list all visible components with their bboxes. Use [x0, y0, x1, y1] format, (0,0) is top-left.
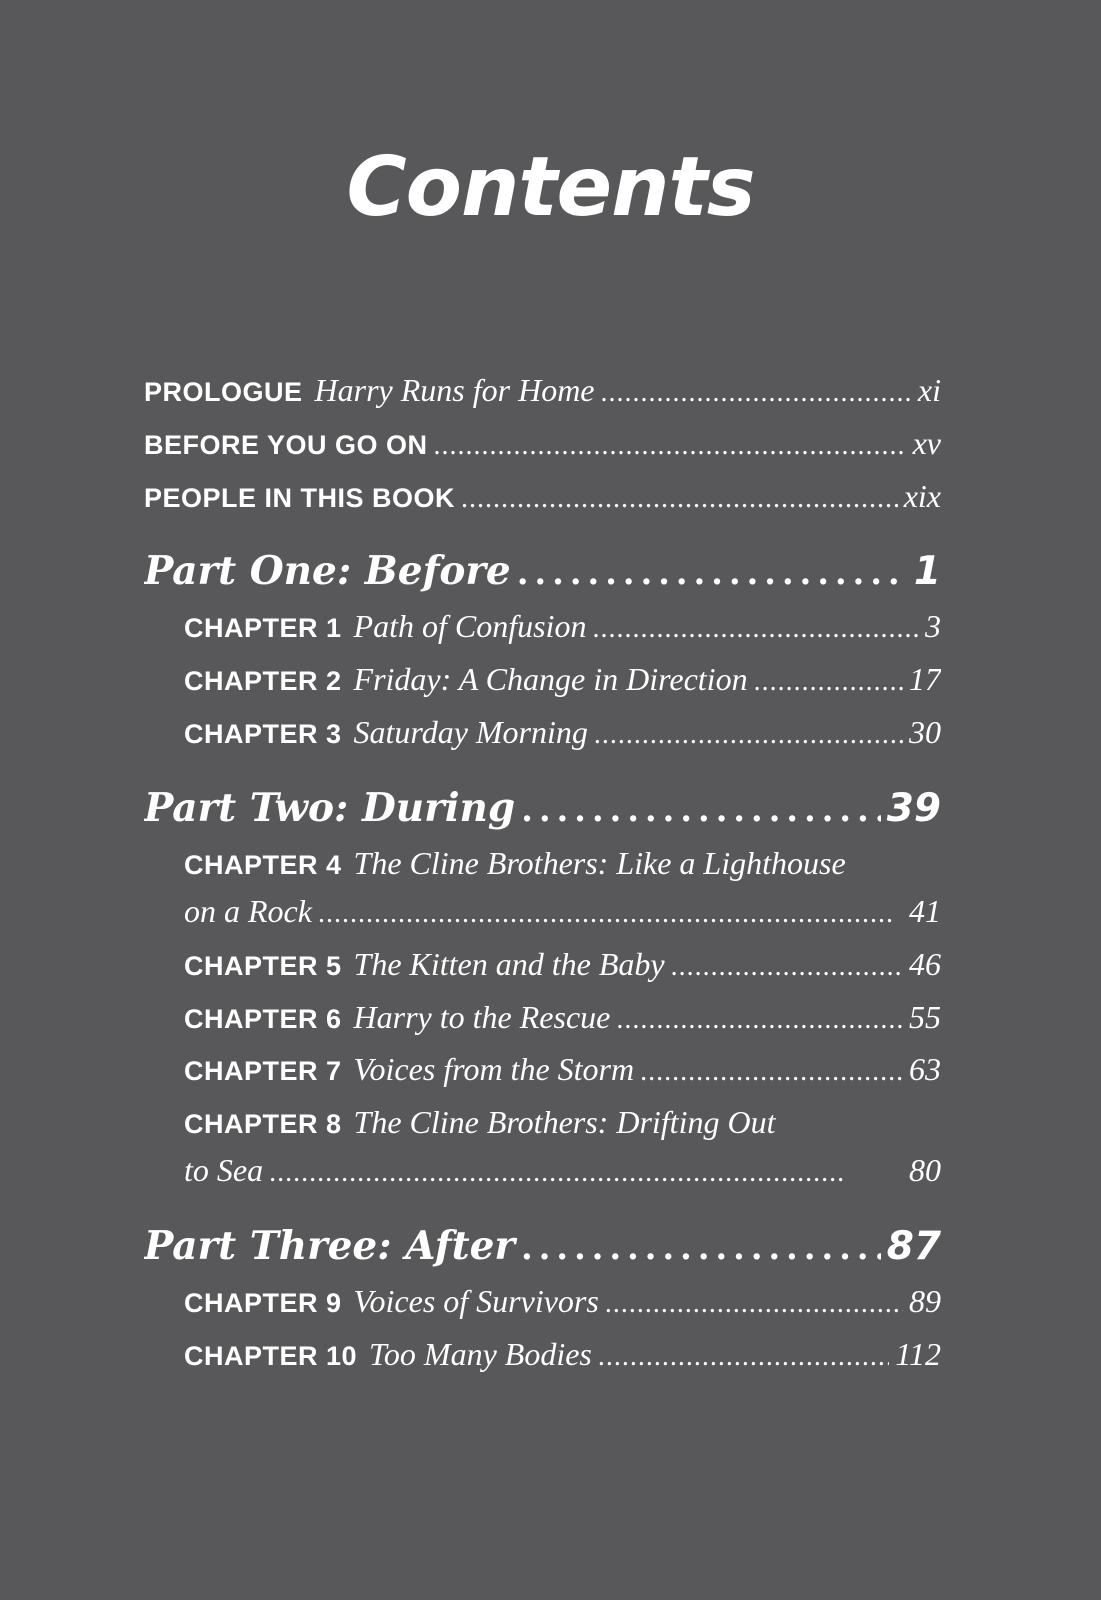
toc-chapter-8-continued[interactable]	[184, 1152, 941, 1189]
page-number: 63	[909, 1051, 941, 1087]
page-number: 112	[895, 1336, 941, 1372]
chapter-title: Saturday Morning	[353, 714, 588, 750]
dot-leader	[318, 898, 903, 930]
chapter-title: Too Many Bodies	[369, 1336, 592, 1372]
toc-chapter-4[interactable]	[184, 845, 941, 882]
toc-chapter-7[interactable]	[184, 1051, 941, 1088]
entry-label: PEOPLE IN THIS BOOK	[144, 483, 456, 513]
toc-chapter-1[interactable]	[184, 608, 941, 645]
part-title: Part Two: During	[144, 785, 516, 831]
dot-leader	[605, 1288, 903, 1320]
chapter-label: CHAPTER 9	[184, 1288, 342, 1318]
page-number: 1	[913, 549, 941, 594]
entry-title: Harry Runs for Home	[314, 372, 595, 408]
dot-leader	[521, 790, 881, 830]
dot-leader	[598, 1341, 890, 1373]
toc-chapter-2[interactable]	[184, 661, 941, 698]
page-number: 17	[909, 661, 941, 697]
page-number: 80	[909, 1152, 941, 1188]
dot-leader	[521, 1228, 881, 1268]
toc-chapter-10[interactable]	[184, 1336, 941, 1373]
page-number: 55	[909, 999, 941, 1035]
chapter-label: CHAPTER 10	[184, 1341, 358, 1371]
dot-leader	[754, 666, 903, 698]
chapter-title: The Cline Brothers: Drifting Out	[353, 1104, 776, 1140]
toc-part-one[interactable]	[144, 548, 941, 594]
chapter-title-continued: to Sea	[184, 1152, 264, 1188]
entry-label: BEFORE YOU GO ON	[144, 430, 428, 460]
toc-entry-prologue[interactable]	[144, 372, 941, 409]
toc-chapter-8[interactable]	[184, 1104, 941, 1141]
dot-leader	[434, 430, 907, 462]
chapter-label: CHAPTER 6	[184, 1004, 342, 1034]
page-number: 87	[886, 1224, 941, 1269]
chapter-label: CHAPTER 3	[184, 719, 342, 749]
dot-leader	[517, 553, 908, 593]
chapter-title: Voices from the Storm	[353, 1051, 635, 1087]
toc-part-three[interactable]	[144, 1223, 941, 1269]
chapter-label: CHAPTER 2	[184, 666, 342, 696]
toc-part-two[interactable]	[144, 785, 941, 831]
page-number: 41	[909, 893, 941, 929]
chapter-label: CHAPTER 1	[184, 613, 342, 643]
dot-leader	[671, 951, 903, 983]
chapter-title: Friday: A Change in Direction	[353, 661, 748, 697]
chapter-label: CHAPTER 7	[184, 1056, 342, 1086]
dot-leader	[592, 613, 919, 645]
page-number: xix	[903, 478, 941, 514]
chapter-title: Path of Confusion	[353, 608, 587, 644]
toc-chapter-6[interactable]	[184, 999, 941, 1036]
chapter-title-continued: on a Rock	[184, 893, 312, 929]
entry-label: PROLOGUE	[144, 377, 303, 407]
part-title: Part Three: After	[144, 1223, 515, 1269]
page-title: Contents	[346, 140, 755, 235]
page-number: 46	[909, 946, 941, 982]
chapter-title: Harry to the Rescue	[353, 999, 611, 1035]
page-number: 30	[909, 714, 941, 750]
chapter-label: CHAPTER 5	[184, 951, 342, 981]
chapter-title: The Kitten and the Baby	[353, 946, 665, 982]
toc-entry-people-in-this-book[interactable]	[144, 478, 941, 515]
toc-chapter-9[interactable]	[184, 1283, 941, 1320]
dot-leader	[640, 1056, 903, 1088]
page-number: xi	[917, 372, 941, 408]
toc-chapter-4-continued[interactable]	[184, 893, 941, 930]
chapter-label: CHAPTER 8	[184, 1109, 342, 1139]
dot-leader	[269, 1157, 903, 1189]
part-title: Part One: Before	[144, 548, 511, 594]
chapter-title: Voices of Survivors	[353, 1283, 599, 1319]
page-number: xv	[912, 425, 941, 461]
chapter-label: CHAPTER 4	[184, 850, 342, 880]
dot-leader	[594, 719, 903, 751]
toc-entry-before-you-go-on[interactable]	[144, 425, 941, 462]
page-number: 3	[925, 608, 941, 644]
chapter-title: The Cline Brothers: Like a Lighthouse	[353, 845, 846, 881]
dot-leader	[461, 483, 898, 515]
toc-chapter-3[interactable]	[184, 714, 941, 751]
dot-leader	[616, 1004, 903, 1036]
dot-leader	[601, 377, 912, 409]
toc-chapter-5[interactable]	[184, 946, 941, 983]
page-number: 89	[909, 1283, 941, 1319]
page-number: 39	[886, 786, 941, 831]
